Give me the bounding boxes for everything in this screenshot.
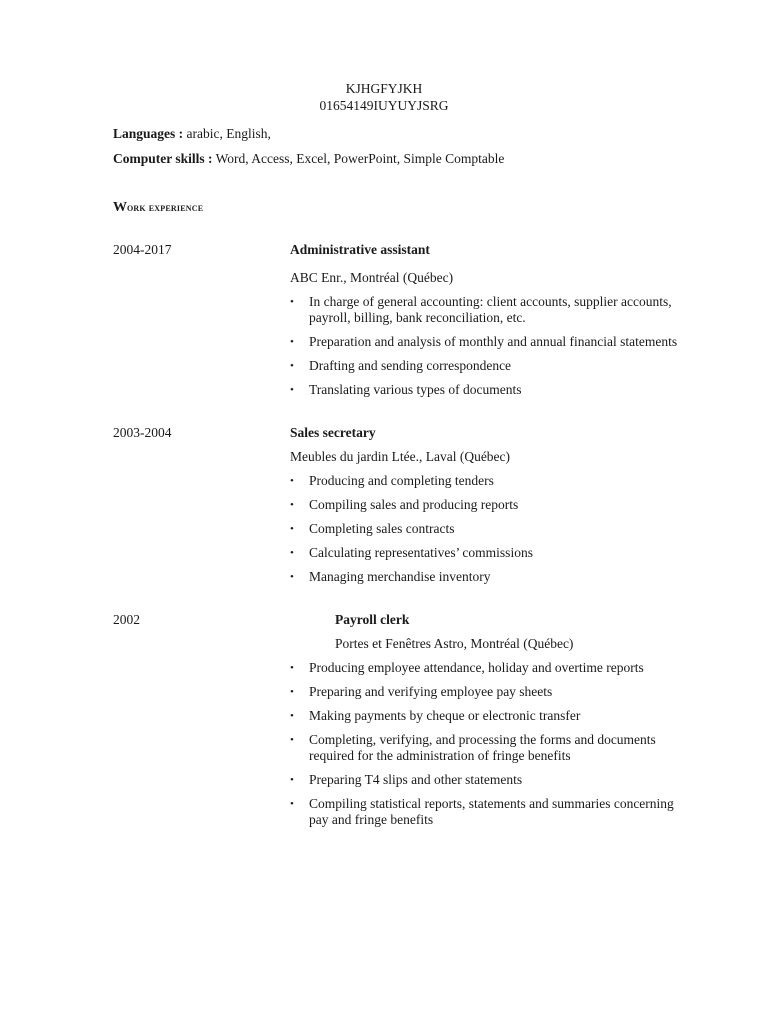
languages-label: Languages : — [113, 126, 184, 141]
job-duties-list — [290, 660, 690, 828]
computer-skills-value: Word, Access, Excel, PowerPoint, Simple Comptable — [212, 151, 505, 166]
job-duty-item: • Calculating representatives’ commissions — [290, 545, 690, 561]
job-duty-item: • Preparing T4 slips and other statements — [290, 772, 690, 788]
job-title: Payroll clerk — [335, 612, 410, 627]
job-duty-item: • Producing and completing tenders — [290, 473, 690, 489]
job-date: 2002 — [113, 612, 140, 627]
job-title: Administrative assistant — [290, 242, 430, 257]
job-duty-item: • Drafting and sending correspondence — [290, 358, 690, 374]
candidate-code: 01654149IUYUYJSRG — [319, 98, 449, 113]
job-company: Meubles du jardin Ltée., Laval (Québec) — [290, 449, 511, 464]
job-duties-list — [290, 473, 690, 585]
job-company: ABC Enr., Montréal (Québec) — [290, 270, 454, 285]
job-date: 2004-2017 — [113, 242, 172, 257]
computer-skills-line — [113, 151, 504, 167]
job-duty-item: • Managing merchandise inventory — [290, 569, 690, 585]
job-duty-item: • Compiling sales and producing reports — [290, 497, 690, 513]
job-duty-item: • Making payments by cheque or electronic transfer — [290, 708, 690, 724]
job-title: Sales secretary — [290, 425, 376, 440]
job-duty-item: • Translating various types of documents — [290, 382, 690, 398]
job-company: Portes et Fenêtres Astro, Montréal (Québec) — [335, 636, 574, 651]
job-duty-item: • Completing, verifying, and processing the forms and documents required for the administration of fringe benefits — [290, 732, 690, 764]
job-duty-item: • Completing sales contracts — [290, 521, 690, 537]
candidate-name: KJHGFYJKH — [345, 81, 423, 96]
computer-skills-label: Computer skills : — [113, 151, 213, 166]
job-date: 2003-2004 — [113, 425, 172, 440]
section-heading-work-experience — [113, 200, 203, 216]
job-duty-item: • Preparation and analysis of monthly and annual financial statements — [290, 334, 690, 350]
section-heading-rest: ork experience — [127, 202, 204, 214]
languages-value: arabic, English, — [183, 126, 271, 141]
job-duties-list — [290, 294, 690, 398]
job-duty-item: • Compiling statistical reports, statements and summaries concerning pay and fringe benefits — [290, 796, 690, 828]
job-duty-item: • Preparing and verifying employee pay sheets — [290, 684, 690, 700]
section-heading-initial: W — [113, 200, 127, 215]
languages-line — [113, 126, 271, 142]
job-duty-item: • Producing employee attendance, holiday and overtime reports — [290, 660, 690, 676]
job-duty-item: • In charge of general accounting: client accounts, supplier accounts, payroll, billing, bank reconciliation, etc. — [290, 294, 690, 326]
